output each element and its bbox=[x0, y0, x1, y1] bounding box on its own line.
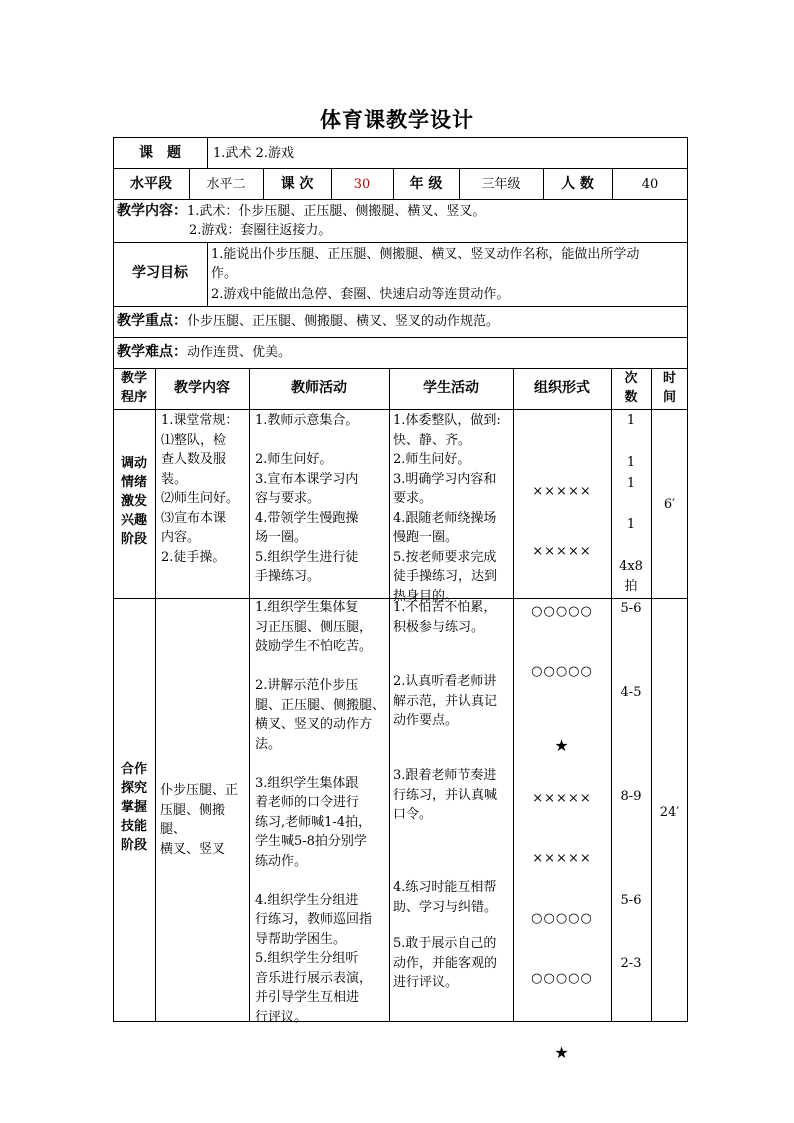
stage1-times-5: 4x8 bbox=[619, 559, 643, 574]
row-divider bbox=[113, 242, 688, 243]
count-label: 人 数 bbox=[561, 176, 594, 192]
content-line-1: 1.武术：仆步压腿、正压腿、侧搬腿、横叉、竖叉。 bbox=[187, 204, 486, 219]
stage1-formation bbox=[513, 442, 611, 776]
col-divider bbox=[651, 368, 652, 1022]
objectives-line-1: 1.能说出仆步压腿、正压腿、侧搬腿、横叉、竖叉动作名称，能做出所学动 bbox=[211, 247, 640, 262]
stage1-teacher: 1.教师示意集合。 2.师生问好。 3.宣布本课学习内 容与要求。 4.带领学生慢跑操 场一圈。 5.组织学生进行徒 手操练习。 bbox=[255, 413, 359, 584]
topic-label: 课 题 bbox=[139, 145, 181, 161]
content-label: 教学内容： bbox=[117, 203, 187, 219]
col-divider bbox=[155, 368, 156, 1022]
stage1-duration: 6′ bbox=[663, 497, 676, 512]
stage2-times-5: 2-3 bbox=[620, 956, 642, 971]
formation-row: ××××× bbox=[532, 791, 592, 806]
stage1-times-3: 1 bbox=[626, 476, 636, 491]
key-points-label: 教学重点： bbox=[117, 313, 187, 329]
row-divider bbox=[113, 368, 688, 369]
stage2-teacher: 1.组织学生集体复 习正压腿、侧压腿， 鼓励学生不怕吃苦。 2.讲解示范仆步压 腿、正压腿、侧搬腿、 横叉、竖叉的动作方 法。 3.组织学生集体跟 着老师的口令进行 练习,老师喊1-4拍， 学生喊5-8拍分别学 练动作。 4.组织学生分组进 行练习，教师巡回指 导帮助学困生。 5.组织学生分组听 音乐进行展示表演， 并引导学生互相进 行评议。 bbox=[255, 600, 386, 1025]
formation-row: ○○○○○ bbox=[531, 664, 593, 679]
key-points bbox=[117, 312, 499, 331]
stage1-times-6: 拍 bbox=[624, 579, 638, 594]
level-label: 水平段 bbox=[130, 176, 172, 192]
stage2-student-3: 3.跟着老师节奏进 行练习，并认真喊 口令。 bbox=[393, 768, 498, 822]
col-divider bbox=[207, 242, 208, 306]
level-value: 水平二 bbox=[206, 177, 246, 192]
lesson-label: 课 次 bbox=[280, 176, 314, 192]
difficulty-text: 动作连贯、优美。 bbox=[187, 345, 292, 360]
col-divider bbox=[249, 368, 250, 1022]
stage2-student-1: 1.不怕苦不怕累， 积极参与练习。 bbox=[393, 600, 497, 635]
formation-row: ○○○○○ bbox=[531, 604, 593, 619]
header-duration: 时 间 bbox=[662, 371, 676, 405]
header-content: 教学内容 bbox=[174, 380, 230, 396]
objectives-label: 学习目标 bbox=[132, 265, 188, 281]
grade-label: 年 级 bbox=[409, 176, 443, 192]
topic-value: 1.武术 2.游戏 bbox=[213, 146, 294, 161]
header-teacher: 教师活动 bbox=[291, 380, 347, 396]
stage2-student-4: 4.练习时能互相帮 助、学习与纠错。 bbox=[393, 880, 498, 915]
formation-row: ××××× bbox=[532, 544, 592, 559]
objectives-line-2: 作。 bbox=[211, 266, 238, 281]
header-procedure: 教学 程序 bbox=[120, 371, 147, 405]
row-divider bbox=[113, 306, 688, 307]
stage2-times-1: 5-6 bbox=[620, 601, 642, 616]
difficulty bbox=[117, 343, 291, 362]
count-value: 40 bbox=[641, 177, 659, 192]
formation-row: ××××× bbox=[532, 484, 592, 499]
grade-value: 三年级 bbox=[481, 177, 521, 192]
content-line-2: 2.游戏：套圈往返接力。 bbox=[189, 223, 332, 238]
stage2-student-5: 5.敢于展示自己的 动作，并能客观的 进行评议。 bbox=[393, 936, 498, 990]
stage1-name: 调动 情绪 激发 兴趣 阶段 bbox=[120, 456, 147, 547]
stage1-content: 1.课堂常规： ⑴整队，检 查人数及服 装。 ⑵师生问好。 ⑶宣布本课 内容。 2.徒手操。 bbox=[161, 413, 240, 565]
formation-row: ××××× bbox=[532, 851, 592, 866]
stage2-times-3: 8-9 bbox=[620, 789, 642, 804]
row-divider bbox=[113, 337, 688, 338]
row-divider bbox=[113, 168, 688, 169]
stage2-name: 合作 探究 掌握 技能 阶段 bbox=[120, 762, 147, 853]
stage2-formation bbox=[513, 749, 611, 1083]
col-divider bbox=[207, 137, 208, 168]
stage1-times-4: 1 bbox=[626, 517, 636, 532]
stage1-student: 1.体委整队，做到: 快、静、齐。 2.师生问好。 3.明确学习内容和 要求。 4.跟随老师绕操场 慢跑一圈。 5.按老师要求完成 徒手操练习，达到 热身目的。 bbox=[393, 413, 501, 604]
stage2-content: 仆步压腿、正 压腿、侧搬腿、 横叉、竖叉 bbox=[160, 783, 239, 857]
difficulty-label: 教学难点： bbox=[117, 344, 187, 360]
row-divider bbox=[113, 199, 688, 200]
header-organization: 组织形式 bbox=[534, 380, 590, 396]
stage2-student-2: 2.认真听看老师讲 解示范，并认真记 动作要点。 bbox=[393, 674, 498, 728]
lesson-value: 30 bbox=[353, 177, 371, 192]
col-divider bbox=[389, 368, 390, 1022]
row-divider bbox=[113, 409, 688, 410]
stage2-times-4: 5-6 bbox=[620, 893, 642, 908]
objectives-line-3: 2.游戏中能做出急停、套圈、快速启动等连贯动作。 bbox=[211, 287, 510, 302]
stage2-duration: 24′ bbox=[659, 805, 680, 820]
header-times: 次 数 bbox=[624, 371, 638, 405]
formation-row: ○○○○○ bbox=[531, 971, 593, 986]
header-student: 学生活动 bbox=[423, 380, 479, 396]
page-title: 体育课教学设计 bbox=[320, 107, 474, 132]
teacher-star-icon: ★ bbox=[554, 736, 570, 755]
stage1-times-2: 1 bbox=[626, 455, 636, 470]
content-block bbox=[117, 202, 485, 221]
formation-row: ○○○○○ bbox=[531, 911, 593, 926]
stage1-times-1: 1 bbox=[626, 413, 636, 428]
key-points-text: 仆步压腿、正压腿、侧搬腿、横叉、竖叉的动作规范。 bbox=[187, 314, 500, 329]
stage2-times-2: 4-5 bbox=[620, 685, 642, 700]
teacher-star-icon: ★ bbox=[554, 1043, 570, 1062]
